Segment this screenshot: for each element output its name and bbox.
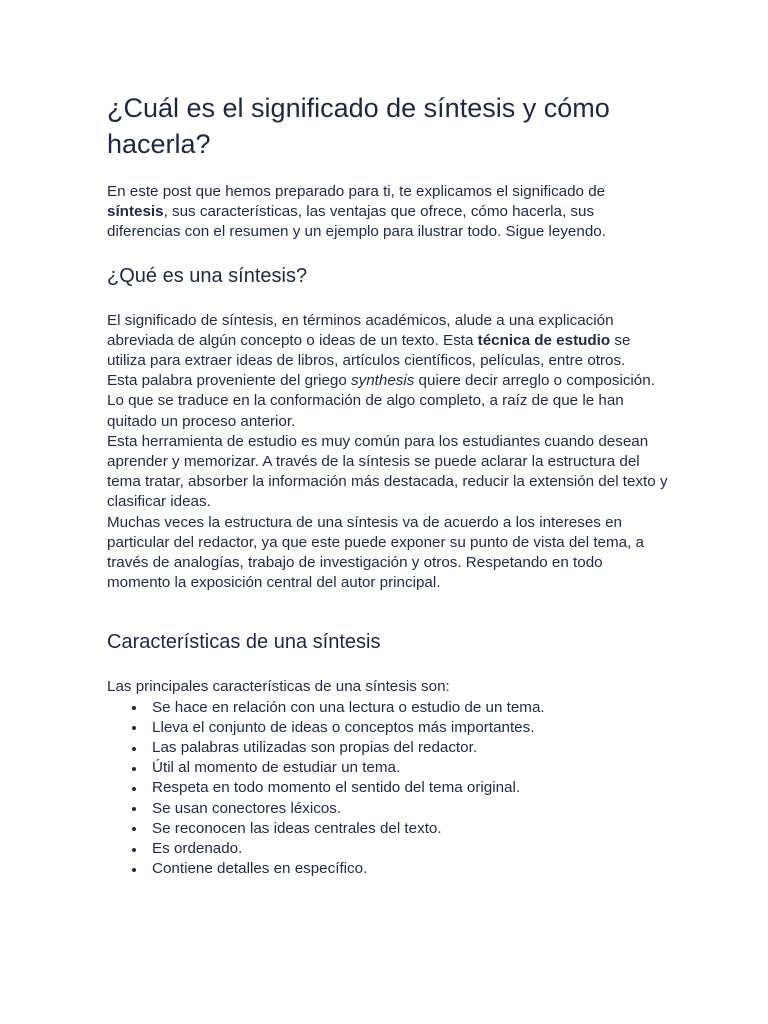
list-item: Las palabras utilizadas son propias del redactor. [152,738,668,758]
intro-text-end: , sus características, las ventajas que ofrece, cómo hacerla, sus diferencias con el resumen y un ejemplo para ilustrar todo. Sigue leyendo. [107,203,606,241]
paragraph-herramienta: Esta herramienta de estudio es muy común para los estudiantes cuando desean aprender y memorizar. A través de la síntesis se puede aclarar la estructura del tema tratar, absorber la información más destacada, reducir la extensión del texto y clasificar ideas. [107,432,668,511]
etimologia-text-start: Esta palabra proveniente del griego [107,372,352,390]
paragraph-definicion [107,311,668,372]
intro-bold-term: síntesis [107,203,164,221]
section-heading-que-es: ¿Qué es una síntesis? [107,264,308,287]
page-title: ¿Cuál es el significado de síntesis y cómo hacerla? [107,93,610,159]
paragraph-estructura: Muchas veces la estructura de una síntesis va de acuerdo a los intereses en particular del redactor, ya que este puede exponer su punto de vista del tema, a través de analogías, trabajo de investigación y otros. Respetando en todo momento la exposición central del autor principal. [107,513,644,592]
list-item: Lleva el conjunto de ideas o conceptos más importantes. [152,718,668,738]
intro-text-start: En este post que hemos preparado para ti, te explicamos el significado de [107,183,606,200]
caracteristicas-intro: Las principales características de una síntesis son: [107,678,450,696]
list-item: Útil al momento de estudiar un tema. [152,758,668,778]
list-item: Es ordenado. [152,839,668,859]
list-item: Respeta en todo momento el sentido del tema original. [152,778,668,798]
caracteristicas-list [107,698,668,880]
intro-paragraph [107,182,668,243]
etimologia-text-end: quiere decir arreglo o composición. Lo que se traduce en la conformación de algo completo, a raíz de que le han quitado un proceso anterior. [107,372,655,430]
list-item: Se usan conectores léxicos. [152,799,668,819]
definicion-bold-term: técnica de estudio [477,331,611,349]
etimologia-italic-term: synthesis [351,372,415,390]
section-que-es-body [107,311,668,594]
paragraph-etimologia [107,371,668,432]
list-item: Se hace en relación con una lectura o estudio de un tema. [152,698,668,718]
definicion-text-end: se utiliza para extraer ideas de libros, artículos científicos, películas, entre otros. [107,331,631,370]
list-item: Se reconocen las ideas centrales del texto. [152,819,668,839]
section-heading-caracteristicas: Características de una síntesis [107,631,381,654]
list-item: Contiene detalles en específico. [152,859,668,879]
definicion-text-start: El significado de síntesis, en términos académicos, alude a una explicación abreviada de algún concepto o ideas de un texto. Esta [107,311,614,349]
